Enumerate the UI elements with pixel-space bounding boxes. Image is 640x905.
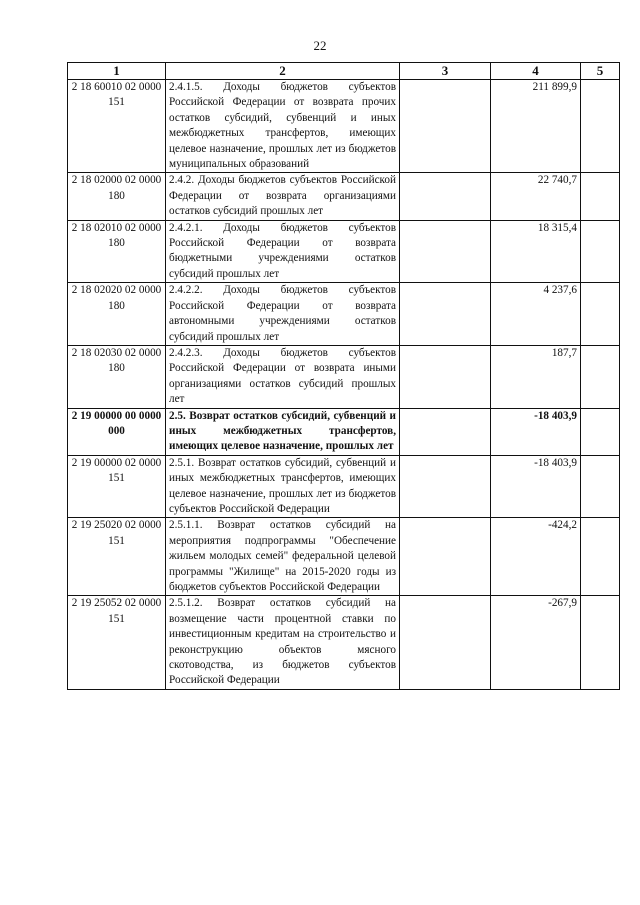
header-col-1: 1 [68,63,166,80]
description-cell: 2.4.1.5. Доходы бюджетов субъектов Российской Федерации от возврата прочих остатков субсидий, субвенций и иных межбюджетных трансфертов, имеющих целевое назначение, прошлых лет из бюджетов муниципальных образований [166,80,400,173]
table-row [68,518,620,596]
col5-cell [581,596,620,689]
code-cell: 2 19 25020 02 0000 151 [68,518,166,596]
code-cell: 2 18 02030 02 0000 180 [68,345,166,408]
amount-cell: -18 403,9 [491,455,581,518]
table-header-row [68,63,620,80]
code-cell: 2 18 02000 02 0000 180 [68,173,166,220]
description-cell: 2.5.1. Возврат остатков субсидий, субвенций и иных межбюджетных трансфертов, имеющих целевое назначение, прошлых лет из бюджетов субъектов Российской Федерации [166,455,400,518]
description-cell: 2.5.1.1. Возврат остатков субсидий на мероприятия подпрограммы "Обеспечение жильем молодых семей" федеральной целевой программы "Жилище" на 2015-2020 годы из бюджетов субъектов Российской Федерации [166,518,400,596]
table-row [68,173,620,220]
table-row [68,408,620,455]
header-col-4: 4 [491,63,581,80]
col3-cell [400,455,491,518]
description-cell: 2.4.2. Доходы бюджетов субъектов Российской Федерации от возврата организациями остатков субсидий прошлых лет [166,173,400,220]
code-cell: 2 18 02010 02 0000 180 [68,220,166,283]
description-cell: 2.5. Возврат остатков субсидий, субвенций и иных межбюджетных трансфертов, имеющих целевое назначение, прошлых лет [166,408,400,455]
budget-table [67,62,620,690]
col5-cell [581,80,620,173]
col5-cell [581,283,620,346]
table-row [68,455,620,518]
amount-cell: 22 740,7 [491,173,581,220]
amount-cell: 4 237,6 [491,283,581,346]
header-col-5: 5 [581,63,620,80]
table-row [68,220,620,283]
table-row [68,283,620,346]
description-cell: 2.4.2.1. Доходы бюджетов субъектов Российской Федерации от возврата бюджетными учреждениями остатков субсидий прошлых лет [166,220,400,283]
description-cell: 2.4.2.2. Доходы бюджетов субъектов Российской Федерации от возврата автономными учреждениями остатков субсидий прошлых лет [166,283,400,346]
code-cell: 2 19 00000 02 0000 151 [68,455,166,518]
header-col-3: 3 [400,63,491,80]
col3-cell [400,80,491,173]
col3-cell [400,345,491,408]
code-cell: 2 18 02020 02 0000 180 [68,283,166,346]
amount-cell: -18 403,9 [491,408,581,455]
col5-cell [581,518,620,596]
col3-cell [400,173,491,220]
col3-cell [400,283,491,346]
col3-cell [400,596,491,689]
col3-cell [400,408,491,455]
amount-cell: 18 315,4 [491,220,581,283]
amount-cell: 187,7 [491,345,581,408]
table-body [68,80,620,690]
description-cell: 2.4.2.3. Доходы бюджетов субъектов Российской Федерации от возврата иными организациями остатков субсидий прошлых лет [166,345,400,408]
description-cell: 2.5.1.2. Возврат остатков субсидий на возмещение части процентной ставки по инвестиционным кредитам на строительство и реконструкцию объектов мясного скотоводства, из бюджетов субъектов Российской Федерации [166,596,400,689]
code-cell: 2 19 25052 02 0000 151 [68,596,166,689]
amount-cell: -267,9 [491,596,581,689]
col5-cell [581,345,620,408]
code-cell: 2 18 60010 02 0000 151 [68,80,166,173]
table-row [68,80,620,173]
col5-cell [581,408,620,455]
col3-cell [400,220,491,283]
code-cell: 2 19 00000 00 0000 000 [68,408,166,455]
header-col-2: 2 [166,63,400,80]
page-number: 22 [313,38,327,53]
table-row [68,596,620,689]
col5-cell [581,220,620,283]
col5-cell [581,455,620,518]
col3-cell [400,518,491,596]
table-row [68,345,620,408]
amount-cell: -424,2 [491,518,581,596]
col5-cell [581,173,620,220]
amount-cell: 211 899,9 [491,80,581,173]
